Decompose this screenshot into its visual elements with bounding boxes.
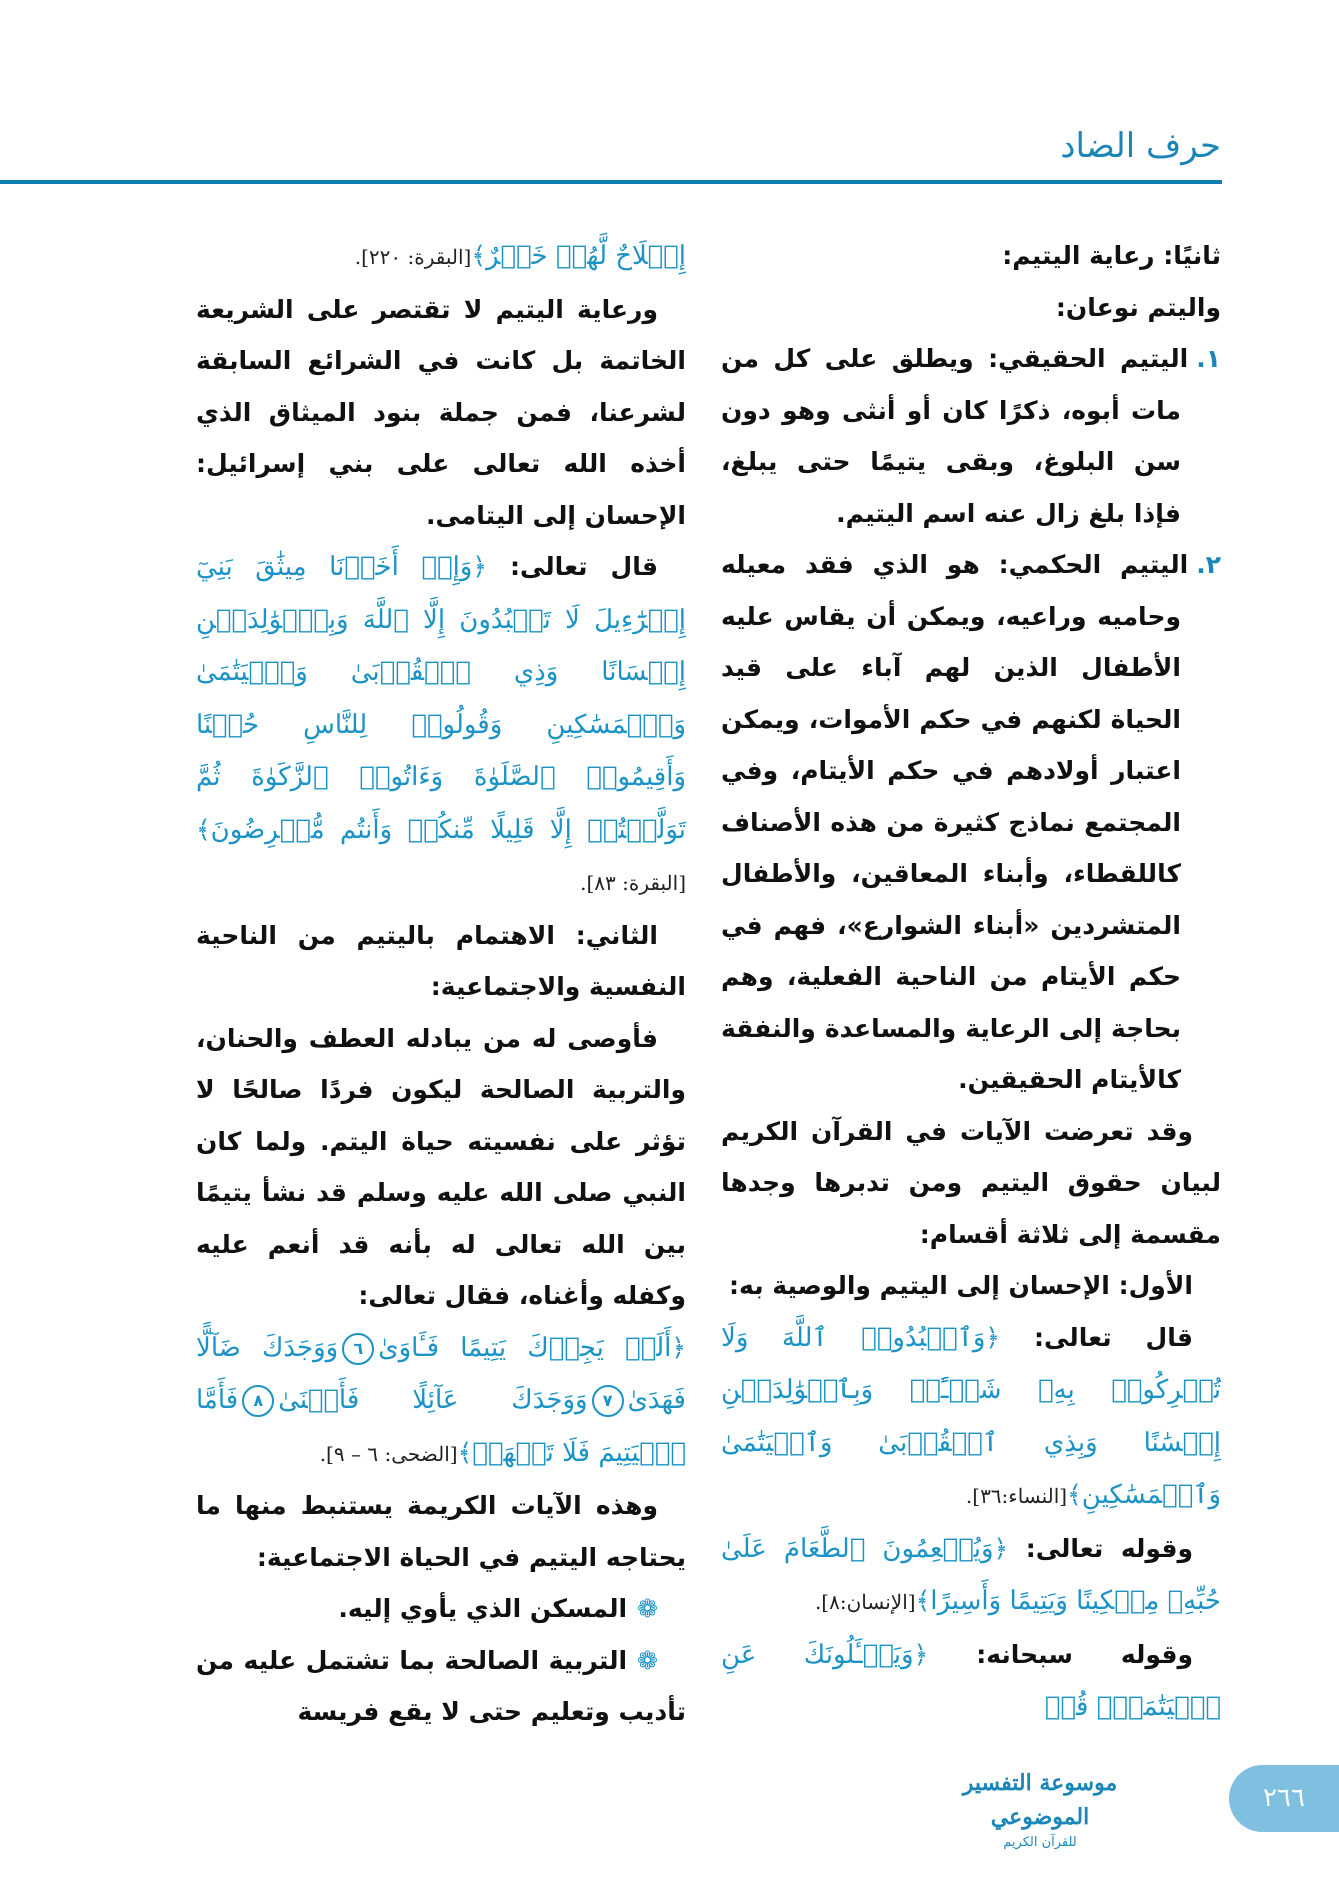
quran-text: وَوَجَدَكَ عَآئِلًا فَأَغۡنَىٰ (278, 1385, 588, 1415)
quran-text: فَأَمَّا ٱلۡيَتِيمَ فَلَا تَقۡهَرۡ (196, 1385, 686, 1468)
quran-quote (721, 1629, 1221, 1734)
flower-bullet-icon: ❁ (637, 1594, 658, 1623)
intro-text: واليتم نوعان: (1055, 292, 1221, 322)
item-term: اليتيم الحقيقي: (988, 344, 1189, 373)
logo-subtitle: للقرآن الكريم (1003, 1835, 1077, 1850)
logo-title: موسوعة التفسير الموضوعي (962, 1770, 1118, 1830)
verse-reference: [الإنسان:٨]. (814, 1590, 916, 1614)
ayah-number-icon: ٧ (592, 1385, 624, 1417)
quote-intro: قال تعالى: (1000, 1322, 1193, 1352)
open-bracket-icon: ﴿ (993, 1533, 1009, 1563)
quran-text: وَوَجَدَكَ ضَآلًّا فَهَدَىٰ (196, 1332, 686, 1415)
close-bracket-icon: ﴾ (915, 1586, 931, 1615)
open-bracket-icon: ﴿ (913, 1639, 929, 1669)
verse-reference: [البقرة: ٢٢٠]. (354, 245, 472, 269)
quran-quote (721, 1523, 1221, 1629)
bullet-text: المسكن الذي يأوي إليه. (338, 1594, 628, 1623)
quran-text: وَيُطۡعِمُونَ ٱلطَّعَامَ عَلَىٰ حُبِّهِۦ مِسۡكِينًا وَيَتِيمًا وَأَسِيرًا (721, 1533, 1221, 1616)
item-text: ويطلق على كل من مات أبوه، ذكرًا كان أو أنثى وهو دون سن البلوغ، وبقى يتيمًا حتى يبلغ، فإذا بلغ زال عنه اسم اليتيم. (721, 344, 1181, 528)
open-bracket-icon: ﴿ (985, 1322, 1001, 1352)
quran-text: أَلَمۡ يَجِدۡكَ يَتِيمًا فَـَٔاوَىٰ (378, 1332, 672, 1363)
close-bracket-icon: ﴾ (196, 814, 211, 844)
item-term: اليتيم الحكمي: (998, 550, 1189, 579)
paragraph: وهذه الآيات الكريمة يستنبط منها ما يحتاجه اليتيم في الحياة الاجتماعية: (196, 1491, 686, 1572)
verse-reference: [النساء:٣٦]. (965, 1484, 1068, 1508)
list-item (721, 333, 1221, 539)
quran-text: وَيَسۡـَٔلُونَكَ عَنِ ٱلۡيَتَٰمَىٰۖ قُلۡ (721, 1639, 1221, 1722)
bullet-item (196, 1583, 686, 1635)
page-number-badge: ٢٦٦ (1229, 1765, 1339, 1832)
quran-quote (721, 1312, 1221, 1523)
quran-quote (196, 541, 686, 910)
open-bracket-icon: ﴿ (671, 1332, 686, 1362)
item-text: هو الذي فقد معيله وحاميه وراعيه، ويمكن أن يقاس عليه الأطفال الذين لهم آباء على قيد الحياة لكنهم في حكم الأموات، ويمكن اعتبار أولادهم في حكم الأيتام، وفي المجتمع نماذج كثيرة من هذه الأصناف كاللقطاء، وأبناء المعاقين، والأطفال المتشردين «أبناء الشوارع»، فهم في حكم الأيتام من الناحية الفعلية، وهم بحاجة إلى الرعاية والمساعدة والنفقة كالأيتام الحقيقين. (721, 550, 1181, 1094)
list-item (721, 539, 1221, 1106)
flower-bullet-icon: ❁ (637, 1645, 658, 1675)
header-divider (0, 180, 1222, 184)
quote-intro: قال تعالى: (487, 552, 659, 581)
paragraph: فأوصى له من يبادله العطف والحنان، والتربية الصالحة ليكون فردًا صالحًا لا تؤثر على نفسيته حياة اليتم. ولما كان النبي صلى الله عليه وسلم قد نشأ يتيمًا بين الله تعالى له بأنه قد أنعم عليه وكفله وأغناه، فقال تعالى: (196, 1023, 686, 1310)
section-heading: ثانيًا: رعاية اليتيم: (1002, 241, 1221, 270)
verse-reference: [الضحى: ٦ – ٩]. (319, 1441, 458, 1466)
encyclopedia-logo (920, 1766, 1160, 1852)
left-column (196, 230, 686, 1738)
quote-intro: وقوله تعالى: (1008, 1533, 1193, 1563)
close-bracket-icon: ﴾ (471, 241, 486, 270)
quran-text: وَٱعۡبُدُوا۟ ٱللَّهَ وَلَا تُشۡرِكُوا۟ بِهِۦ شَيۡـًٔاۖ وَبِٱلۡوَٰلِدَيۡنِ إِحۡسَٰنًا وَبِذِي ٱلۡقُرۡبَىٰ وَٱلۡيَتَٰمَىٰ وَٱلۡمَسَٰكِينِ (721, 1322, 1221, 1510)
bullet-text: التربية الصالحة بما تشتمل عليه من تأديب وتعليم حتى لا يقع فريسة (196, 1645, 686, 1726)
close-bracket-icon: ﴾ (1067, 1480, 1082, 1509)
quran-text: إِصۡلَاحٌ لَّهُمۡ خَيۡرٌ (486, 241, 686, 271)
quran-text: وَإِذۡ أَخَذۡنَا مِيثَٰقَ بَنِيٓ إِسۡرَٰٓءِيلَ لَا تَعۡبُدُونَ إِلَّا ٱللَّهَ وَبِٱلۡوَٰلِدَيۡنِ إِحۡسَانًا وَذِي ٱلۡقُرۡبَىٰ وَٱلۡيَتَٰمَىٰ وَٱلۡمَسَٰكِينِ وَقُولُوا۟ لِلنَّاسِ حُسۡنًا وَأَقِيمُوا۟ ٱلصَّلَوٰةَ وَءَاتُوا۟ ٱلزَّكَوٰةَ ثُمَّ تَوَلَّيۡتُمۡ إِلَّا قَلِيلًا مِّنكُمۡ وَأَنتُم مُّعۡرِضُونَ (196, 552, 686, 845)
item-number: ٢. (1196, 550, 1221, 579)
quran-quote-continued (196, 230, 686, 284)
close-bracket-icon: ﴾ (457, 1437, 473, 1467)
subsection-heading: الأول: الإحسان إلى اليتيم والوصية به: (729, 1271, 1193, 1300)
verse-reference: [البقرة: ٨٣]. (580, 871, 686, 895)
quote-intro: وقوله سبحانه: (928, 1639, 1194, 1669)
chapter-title: حرف الضاد (1060, 126, 1221, 166)
quran-quote (196, 1322, 686, 1481)
ayah-number-icon: ٨ (242, 1385, 274, 1417)
subsection-heading: الثاني: الاهتمام باليتيم من الناحية النفسية والاجتماعية: (196, 920, 686, 1001)
open-bracket-icon: ﴿ (472, 552, 488, 581)
paragraph: وقد تعرضت الآيات في القرآن الكريم لبيان حقوق اليتيم ومن تدبرها وجدها مقسمة إلى ثلاثة أقسام: (721, 1116, 1221, 1249)
paragraph: ورعاية اليتيم لا تقتصر على الشريعة الخاتمة بل كانت في الشرائع السابقة لشرعنا، فمن جملة بنود الميثاق الذي أخذه الله تعالى على بني إسرائيل: الإحسان إلى اليتامى. (196, 294, 686, 530)
bullet-item (196, 1635, 686, 1738)
right-column (721, 230, 1221, 1734)
item-number: ١. (1196, 344, 1221, 373)
ayah-number-icon: ٦ (342, 1333, 374, 1365)
